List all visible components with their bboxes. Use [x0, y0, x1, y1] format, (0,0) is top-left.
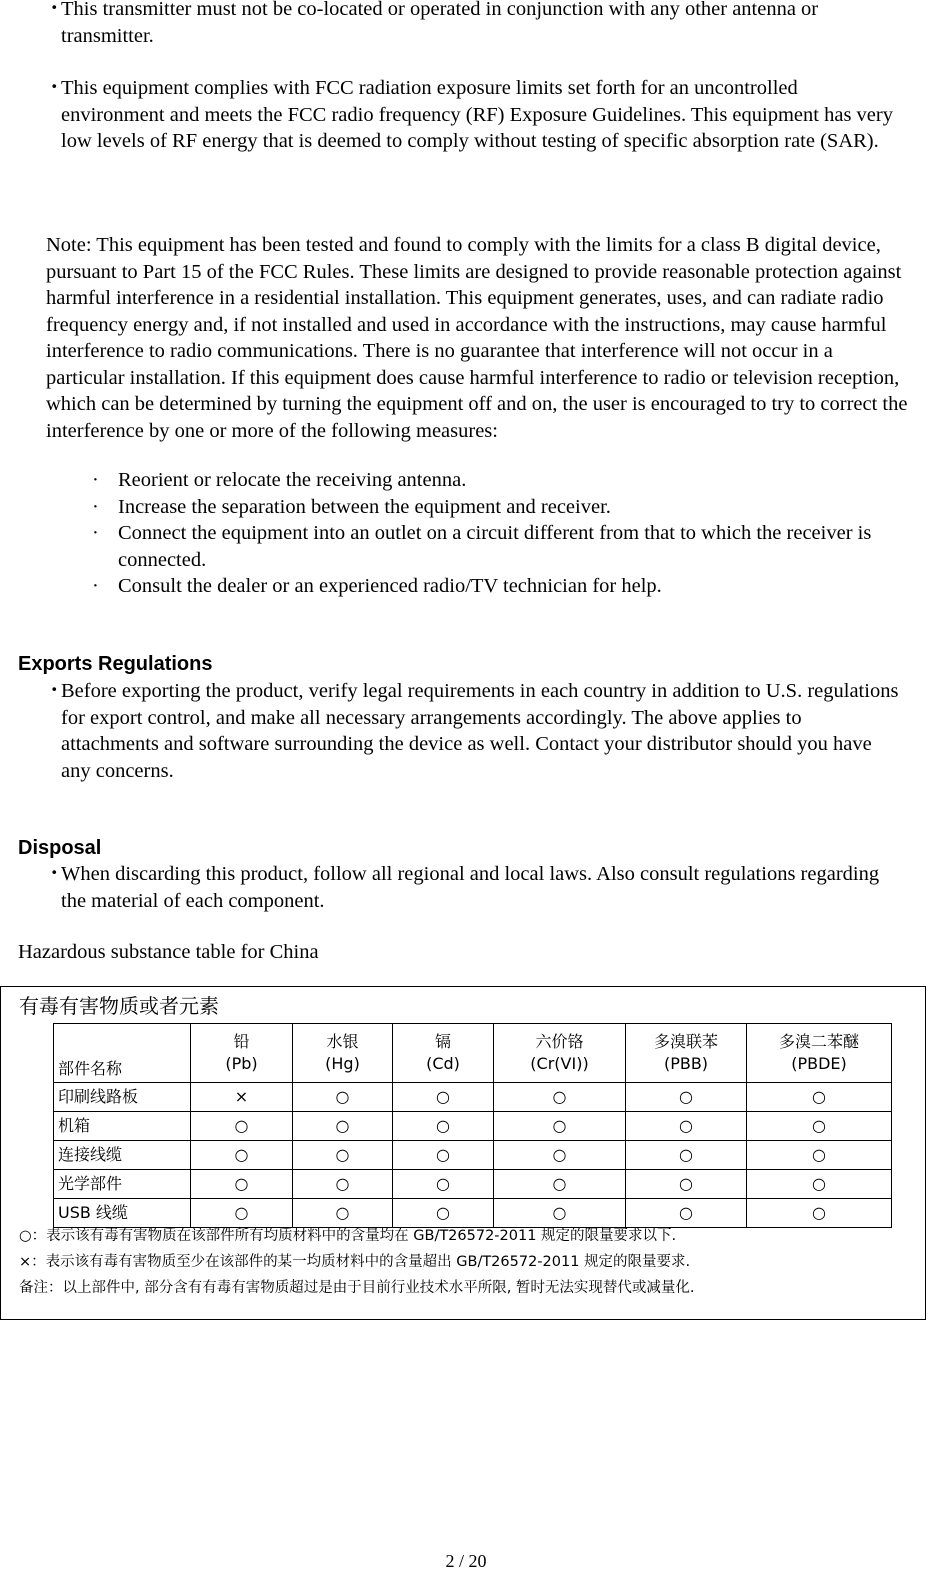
part-name-cell: 连接线缆: [54, 1141, 191, 1170]
substance-symbol: (Cd): [426, 1054, 460, 1073]
value-cell: ○: [293, 1112, 393, 1141]
value-cell: ○: [293, 1199, 393, 1228]
value-cell: ○: [747, 1083, 892, 1112]
measure-text: Increase the separation between the equipment and receiver.: [118, 496, 611, 518]
table-row: [54, 1112, 892, 1141]
value-cell: ○: [494, 1170, 626, 1199]
measure-item: [92, 573, 892, 600]
table-row: [54, 1199, 892, 1228]
exports-bullet: [44, 678, 904, 784]
substance-name: 水银: [326, 1032, 359, 1051]
value-cell: ○: [393, 1112, 494, 1141]
value-cell: ○: [747, 1112, 892, 1141]
value-cell: ○: [494, 1112, 626, 1141]
disposal-heading: Disposal: [18, 837, 102, 859]
bullet-text: When discarding this product, follow all regional and local laws. Also consult regulations regarding the material of each component.: [61, 863, 880, 912]
value-cell: ○: [626, 1141, 747, 1170]
value-cell: ○: [191, 1199, 293, 1228]
bullet-mark: ・: [44, 680, 65, 702]
value-cell: ○: [393, 1199, 494, 1228]
substance-symbol: (PBDE): [791, 1054, 847, 1073]
part-name-cell: 印刷线路板: [54, 1083, 191, 1112]
dot-mark: ·: [92, 469, 99, 491]
bullet-mark: ・: [44, 77, 65, 99]
table-row: [54, 1141, 892, 1170]
value-cell: ○: [626, 1199, 747, 1228]
substance-header: [191, 1024, 293, 1083]
part-name-cell: 光学部件: [54, 1170, 191, 1199]
measure-item: [92, 494, 892, 521]
hazard-table-title: 有毒有害物质或者元素: [19, 994, 219, 1018]
dot-mark: ·: [92, 496, 99, 518]
value-cell: ○: [191, 1141, 293, 1170]
substance-name: 镉: [434, 1032, 451, 1051]
hazard-table-box: [0, 986, 926, 1320]
table-row: [54, 1170, 892, 1199]
substance-header: [626, 1024, 747, 1083]
table-row: [54, 1083, 892, 1112]
value-cell: ○: [393, 1141, 494, 1170]
hazard-table: [53, 1023, 892, 1228]
table-header-row: [54, 1024, 892, 1083]
disposal-bullet: [44, 861, 904, 914]
substance-name: 铅: [233, 1032, 250, 1051]
value-cell: ○: [626, 1170, 747, 1199]
substance-header: [494, 1024, 626, 1083]
value-cell: ○: [191, 1170, 293, 1199]
substance-symbol: (Pb): [225, 1054, 258, 1073]
substance-header: [747, 1024, 892, 1083]
fcc-bullet-colocation: [44, 0, 904, 49]
hazard-note-circle: ○：表示该有毒有害物质在该部件所有均质材料中的含量均在 GB/T26572-2011 规定的限量要求以下.: [19, 1228, 677, 1244]
part-name-cell: USB 线缆: [54, 1199, 191, 1228]
part-name-cell: 机箱: [54, 1112, 191, 1141]
value-cell: ○: [747, 1199, 892, 1228]
substance-symbol: (Cr(VI)): [530, 1054, 589, 1073]
measure-text: Consult the dealer or an experienced radio/TV technician for help.: [118, 575, 662, 597]
dot-mark: ·: [92, 575, 99, 597]
value-cell: ○: [293, 1083, 393, 1112]
measure-item: [92, 520, 892, 573]
measure-item: [92, 467, 892, 494]
hazard-caption: Hazardous substance table for China: [18, 941, 319, 963]
bullet-text: This transmitter must not be co-located or operated in conjunction with any other antenna or transmitter.: [61, 0, 819, 47]
value-cell: ○: [293, 1141, 393, 1170]
value-cell: ○: [494, 1141, 626, 1170]
substance-symbol: (PBB): [663, 1054, 709, 1073]
value-cell: ○: [626, 1083, 747, 1112]
measure-text: Connect the equipment into an outlet on a circuit different from that to which the receiver is connected.: [118, 522, 872, 571]
value-cell: ○: [747, 1141, 892, 1170]
substance-name: 多溴联苯: [653, 1032, 718, 1051]
exports-heading: Exports Regulations: [18, 653, 213, 675]
value-cell: ○: [191, 1112, 293, 1141]
hazard-note-cross: ×：表示该有毒有害物质至少在该部件的某一均质材料中的含量超出 GB/T26572-2011 规定的限量要求.: [19, 1254, 691, 1270]
dot-mark: ·: [92, 522, 99, 544]
bullet-mark: ・: [44, 0, 65, 20]
measure-text: Reorient or relocate the receiving antenna.: [118, 469, 467, 491]
value-cell: ○: [393, 1170, 494, 1199]
bullet-mark: ・: [44, 863, 65, 885]
value-cell: ○: [393, 1083, 494, 1112]
substance-header: [393, 1024, 494, 1083]
substance-name: 多溴二苯醚: [778, 1032, 859, 1051]
hazard-note-remark: 备注：以上部件中, 部分含有有毒有害物质超过是由于目前行业技术水平所限, 暂时无法实现替代或减量化.: [19, 1280, 695, 1296]
fcc-bullet-rf-exposure: [44, 75, 904, 155]
substance-header: [293, 1024, 393, 1083]
value-cell: ×: [191, 1083, 293, 1112]
value-cell: ○: [626, 1112, 747, 1141]
page-number: 2 / 20: [445, 1551, 487, 1571]
substance-symbol: (Hg): [325, 1054, 360, 1073]
bullet-text: Before exporting the product, verify legal requirements in each country in addition to U.S. regulations for export control, and make all necessary arrangements accordingly. The above applies to attachments and software surrounding the device as well. Contact your distributor should you have any concerns.: [61, 680, 899, 782]
value-cell: ○: [494, 1083, 626, 1112]
value-cell: ○: [747, 1170, 892, 1199]
substance-name: 六价铬: [535, 1032, 584, 1051]
bullet-text: This equipment complies with FCC radiation exposure limits set forth for an uncontrolled environment and meets the FCC radio frequency (RF) Exposure Guidelines. This equipment has very low levels of RF energy that is deemed to comply without testing of specific absorption rate (SAR).: [61, 77, 893, 152]
value-cell: ○: [494, 1199, 626, 1228]
fcc-note-paragraph: Note: This equipment has been tested and found to comply with the limits for a class B digital device, pursuant to Part 15 of the FCC Rules. These limits are designed to provide reasonable protection against harmful interference in a residential installation. This equipment generates, uses, and can radiate radio frequency energy and, if not installed and used in accordance with the instructions, may cause harmful interference to radio communications. There is no guarantee that interference will not occur in a particular installation. If this equipment does cause harmful interference to radio or television reception, which can be determined by turning the equipment off and on, the user is encouraged to try to correct the interference by one or more of the following measures:: [46, 234, 908, 442]
value-cell: ○: [293, 1170, 393, 1199]
part-name-header: 部件名称: [54, 1024, 191, 1083]
